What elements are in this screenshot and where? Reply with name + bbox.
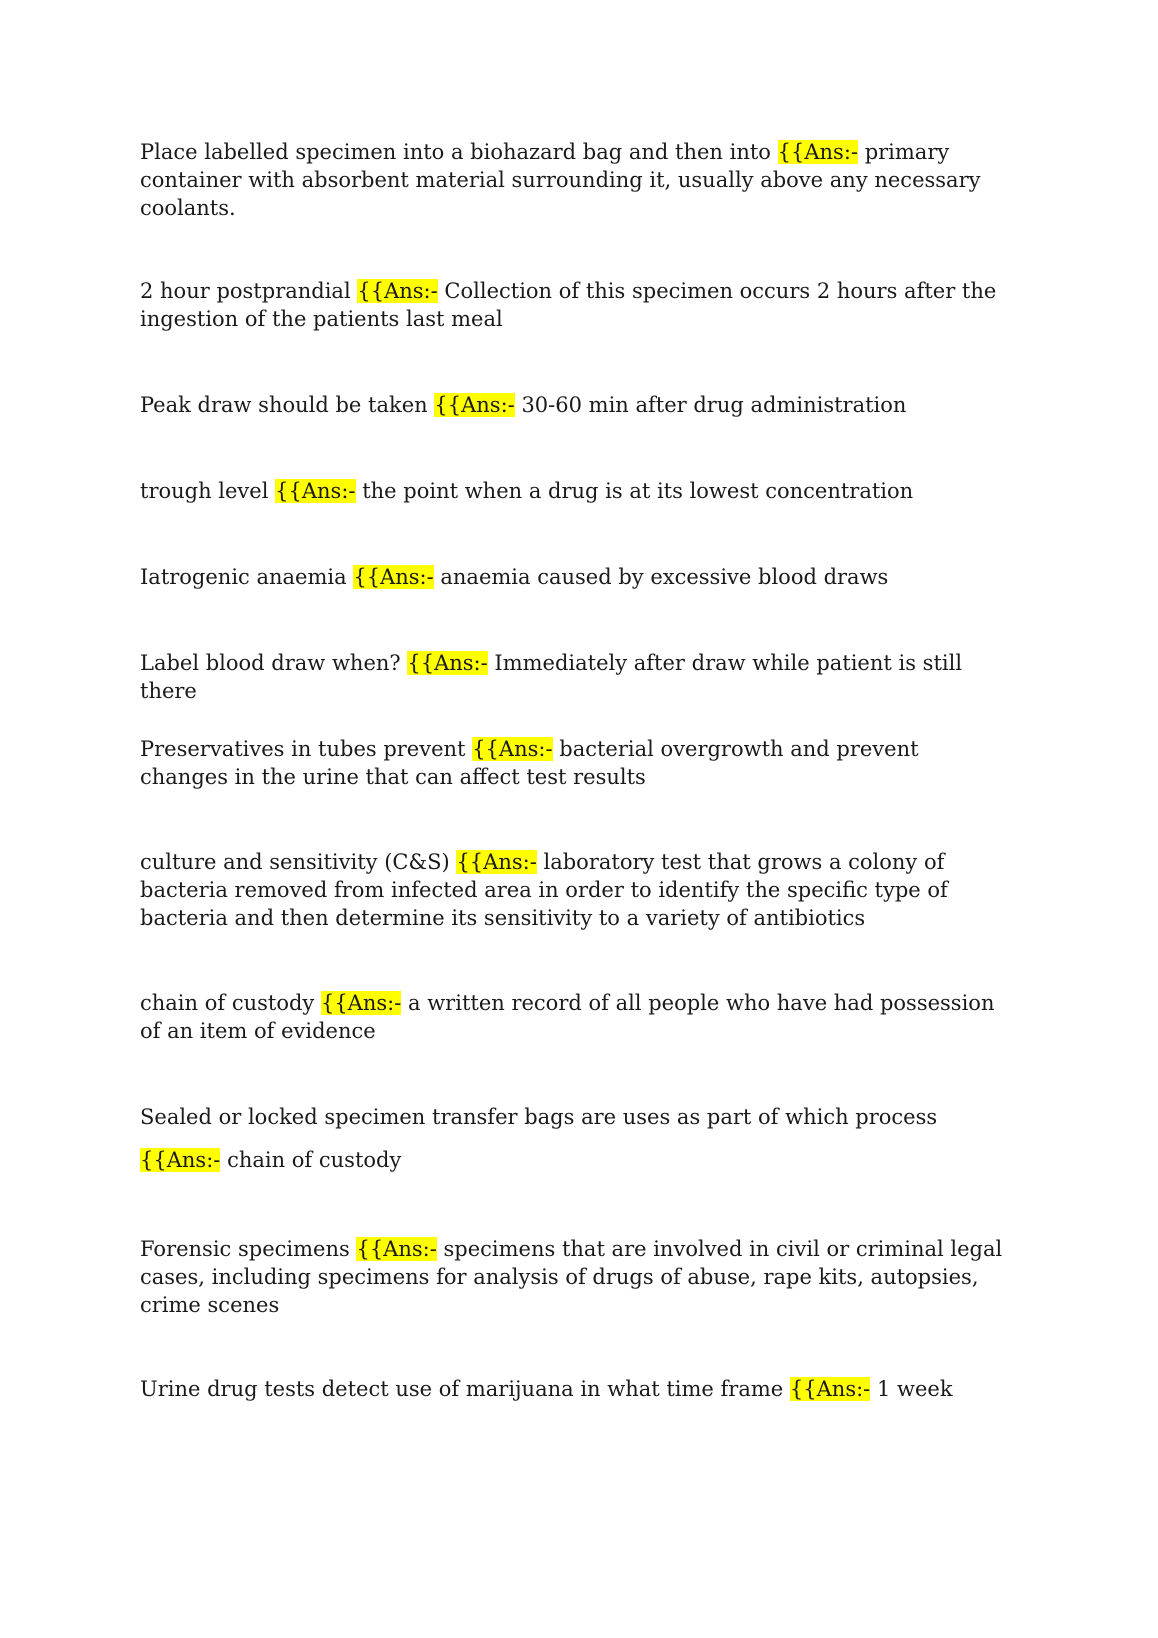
question-text: Forensic specimens (140, 1237, 350, 1261)
question-text: Sealed or locked specimen transfer bags are uses as part of which process (140, 1105, 938, 1129)
answer-text: chain of custody (227, 1148, 402, 1172)
qa-entry-answer (140, 1146, 1010, 1174)
question-text: Peak draw should be taken (140, 393, 428, 417)
answer-marker: {{Ans:- (320, 991, 402, 1015)
question-text: chain of custody (140, 991, 315, 1015)
answer-text: laboratory test that grows a colony of bacteria removed from infected area in order to identify the specific type of bacteria and then determine its sensitivity to a variety of antibiotics (140, 850, 948, 930)
answer-marker: {{Ans:- (356, 1237, 437, 1261)
question-text: culture and sensitivity (C&S) (140, 850, 450, 874)
qa-entry (140, 1375, 1010, 1403)
question-text: Iatrogenic anaemia (140, 565, 347, 589)
qa-entry (140, 1235, 1010, 1319)
question-text: Place labelled specimen into a biohazard bag and then into (140, 140, 771, 164)
answer-marker: {{Ans:- (456, 850, 537, 874)
answer-marker: {{Ans:- (434, 393, 515, 417)
answer-text: primary container with absorbent material surrounding it, usually above any necessary coolants. (140, 140, 981, 220)
qa-entry (140, 1103, 1010, 1131)
answer-marker: {{Ans:- (353, 565, 434, 589)
question-text: 2 hour postprandial (140, 279, 351, 303)
answer-marker: {{Ans:- (777, 140, 858, 164)
answer-text: specimens that are involved in civil or criminal legal cases, including specimens for analysis of drugs of abuse, rape kits, autopsies, crime scenes (140, 1237, 1003, 1317)
answer-text: Immediately after draw while patient is still there (140, 651, 963, 703)
answer-marker: {{Ans:- (472, 737, 553, 761)
qa-entry (140, 649, 1010, 705)
qa-entry (140, 989, 1010, 1045)
answer-text: the point when a drug is at its lowest concentration (362, 479, 914, 503)
qa-entry (140, 735, 1010, 791)
answer-text: Collection of this specimen occurs 2 hours after the ingestion of the patients last meal (140, 279, 997, 331)
answer-text: bacterial overgrowth and prevent changes in the urine that can affect test results (140, 737, 919, 789)
answer-marker: {{Ans:- (789, 1377, 871, 1401)
answer-text: 1 week (876, 1377, 953, 1401)
qa-entry (140, 848, 1010, 932)
question-text: trough level (140, 479, 269, 503)
question-text: Preservatives in tubes prevent (140, 737, 466, 761)
answer-text: anaemia caused by excessive blood draws (440, 565, 889, 589)
qa-entry (140, 563, 1010, 591)
qa-entry (140, 138, 1010, 222)
qa-entry (140, 277, 1010, 333)
answer-text: a written record of all people who have had possession of an item of evidence (140, 991, 995, 1043)
question-text: Label blood draw when? (140, 651, 401, 675)
question-text: Urine drug tests detect use of marijuana in what time frame (140, 1377, 784, 1401)
qa-entry (140, 391, 1010, 419)
answer-marker: {{Ans:- (407, 651, 488, 675)
answer-marker: {{Ans:- (275, 479, 356, 503)
answer-text: 30-60 min after drug administration (521, 393, 907, 417)
answer-marker: {{Ans:- (140, 1148, 221, 1172)
qa-entry (140, 477, 1010, 505)
answer-marker: {{Ans:- (357, 279, 438, 303)
